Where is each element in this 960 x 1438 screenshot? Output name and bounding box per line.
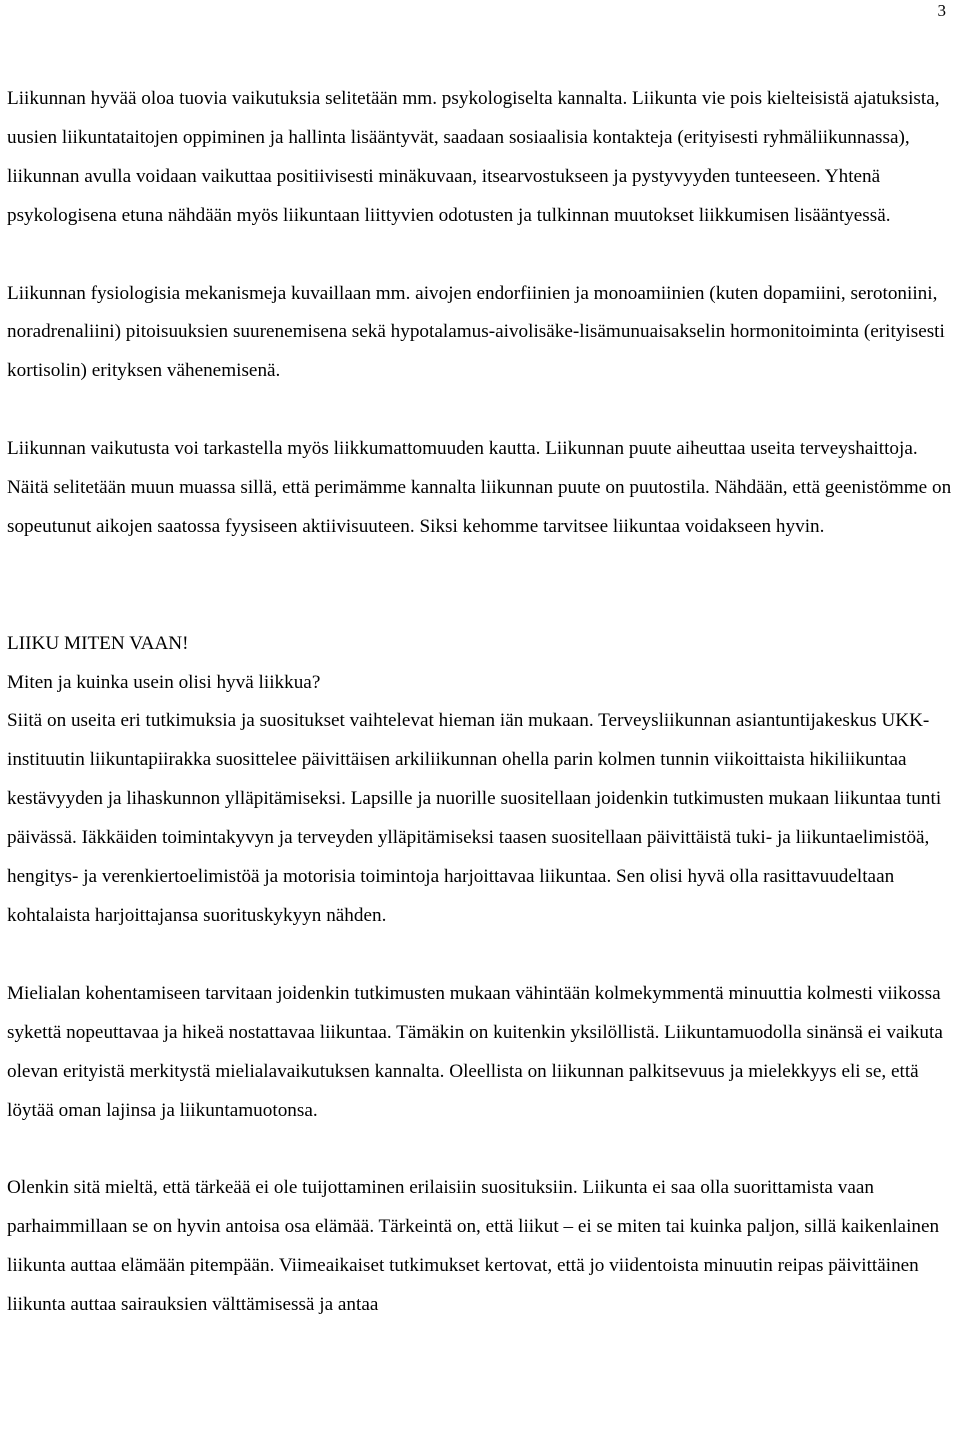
paragraph-mood-improvement: Mielialan kohentamiseen tarvitaan joidenkin tutkimusten mukaan vähintään kolmekymmentä minuuttia kolmesti viikossa sykettä nopeuttavaa ja hikeä nostattavaa liikuntaa. Tämäkin on kuitenkin yksilöllistä. Liikuntamuodolla sinänsä ei vaikuta olevan erityistä merkitystä mielialavaikutuksen kannalta. Oleellista on liikunnan palkitsevuus ja mielekkyys eli se, että löytää oman lajinsa ja liikuntamuotonsa. <box>7 982 943 1121</box>
document-body <box>7 80 953 1325</box>
section-heading: LIIKU MITEN VAAN! <box>7 632 189 654</box>
paragraph-recommendations: Siitä on useita eri tutkimuksia ja suositukset vaihtelevat hieman iän mukaan. Terveysliikunnan asiantuntijakeskus UKK-instituutin liikuntapiirakka suosittelee päivittäisen arkiliikunnan ohella parin kolmen tunnin viikoittaista hikiliikuntaa kestävyyden ja lihaskunnon ylläpitämiseksi. Lapsille ja nuorille suositellaan joidenkin tutkimusten mukaan liikuntaa tunti päivässä. Iäkkäiden toimintakyvyn ja terveyden ylläpitämiseksi taasen suositellaan päivittäistä tuki- ja liikuntaelimistöä, hengitys- ja verenkiertoelimistöä ja motorisia toimintoja harjoittavaa liikuntaa. Sen olisi hyvä olla rasittavuudeltaan kohtalaista harjoittajansa suorituskykyyn nähden. <box>7 710 942 926</box>
paragraph-psychological-effects: Liikunnan hyvää oloa tuovia vaikutuksia selitetään mm. psykologiselta kannalta. Liikunta vie pois kielteisistä ajatuksista, uusien liikuntataitojen oppiminen ja hallinta lisääntyvät, saadaan sosiaalisia kontakteja (erityisesti ryhmäliikunnassa), liikunnan avulla voidaan vaikuttaa positiivisesti minäkuvaan, itsearvostukseen ja pystyvyyden tunteeseen. Yhtenä psykologisena etuna nähdään myös liikuntaan liittyvien odotusten ja tulkinnan muutokset liikkumisen lisääntyessä. <box>7 88 940 226</box>
section-question: Miten ja kuinka usein olisi hyvä liikkua? <box>7 671 321 693</box>
paragraph-physiological-mechanisms: Liikunnan fysiologisia mekanismeja kuvaillaan mm. aivojen endorfiinien ja monoamiinien (kuten dopamiini, serotoniini, noradrenaliini) pitoisuuksien suurenemisena sekä hypotalamus-aivolisäke-lisämunuaisakselin hormonitoiminta (erityisesti kortisolin) erityksen vähenemisenä. <box>7 282 945 382</box>
paragraph-opinion: Olenkin sitä mieltä, että tärkeää ei ole tuijottaminen erilaisiin suosituksiin. Liikunta ei saa olla suorittamista vaan parhaimmillaan se on hyvin antoisa osa elämää. Tärkeintä on, että liikut – ei se miten tai kuinka paljon, sillä kaikenlainen liikunta auttaa elämään pitempään. Viimeaikaiset tutkimukset kertovat, että jo viidentoista minuutin reipas päivittäinen liikunta auttaa sairauksien välttämisessä ja antaa <box>7 1177 940 1316</box>
page-number: 3 <box>937 1 946 20</box>
paragraph-lack-of-exercise: Liikunnan vaikutusta voi tarkastella myös liikkumattomuuden kautta. Liikunnan puute aiheuttaa useita terveyshaittoja. Näitä selitetään muun muassa sillä, että perimämme kannalta liikunnan puute on puutostila. Nähdään, että geenistömme on sopeutunut aikojen saatossa fyysiseen aktiivisuuteen. Siksi kehomme tarvitsee liikuntaa voidakseen hyvin. <box>7 438 952 537</box>
